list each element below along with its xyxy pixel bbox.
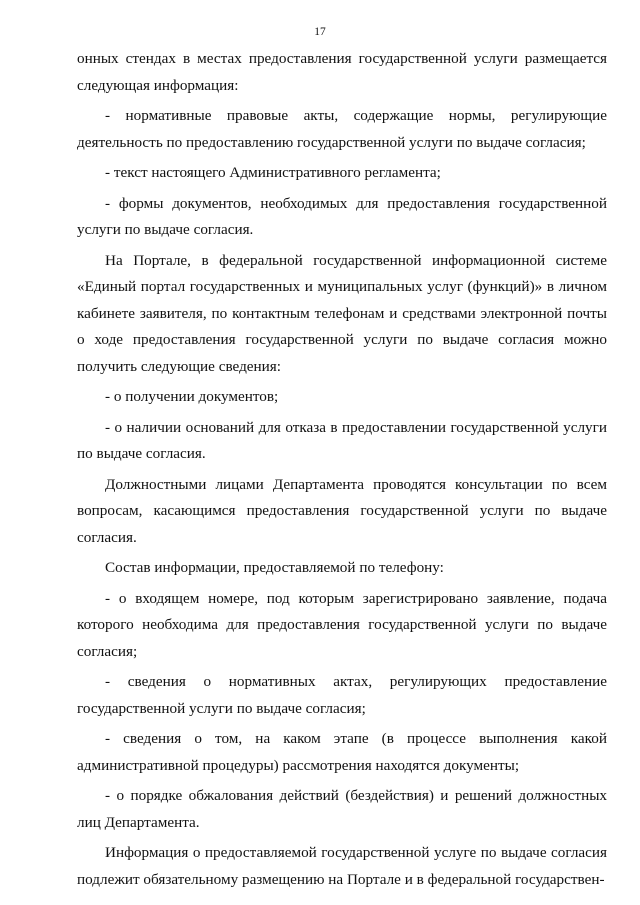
list-item: - о наличии оснований для отказа в предоставлении государственной услуги по выдаче согласия. [77,418,607,462]
list-item: - формы документов, необходимых для предоставления государственной услуги по выдаче согласия. [77,194,607,238]
page-number: 17 [314,26,326,38]
list-item: - о входящем номере, под которым зарегистрировано заявление, подача которого необходима для предоставления государственной услуги по выдаче согласия; [77,589,607,660]
paragraph: Состав информации, предоставляемой по телефону: [105,559,444,576]
list-item: - о получении документов; [105,388,279,405]
paragraph: онных стендах в местах предоставления государственной услуги размещается следующая информация: [77,50,607,94]
list-item: - нормативные правовые акты, содержащие нормы, регулирующие деятельность по предоставлению государственной услуги по выдаче согласия; [77,107,607,151]
document-body [77,46,607,893]
list-item: - сведения о том, на каком этапе (в процессе выполнения какой административной процедуры) рассмотрения находятся документы; [77,730,607,774]
list-item: - о порядке обжалования действий (бездействия) и решений должностных лиц Департамента. [77,787,607,831]
paragraph: Должностными лицами Департамента проводятся консультации по всем вопросам, касающимся предоставления государственной услуги по выдаче согласия. [77,475,607,546]
list-item: - сведения о нормативных актах, регулирующих предоставление государственной услуги по выдаче согласия; [77,673,607,717]
paragraph: Информация о предоставляемой государственной услуге по выдаче согласия подлежит обязательному размещению на Портале и в федеральной государствен- [77,844,607,888]
paragraph: На Портале, в федеральной государственной информационной системе «Единый портал государственных и муниципальных услуг (функций)» в личном кабинете заявителя, по контактным телефонам и средствами электронной почты о ходе предоставления государственной услуги по выдаче согласия можно получить следующие сведения: [77,251,607,375]
list-item: - текст настоящего Административного регламента; [105,164,441,181]
